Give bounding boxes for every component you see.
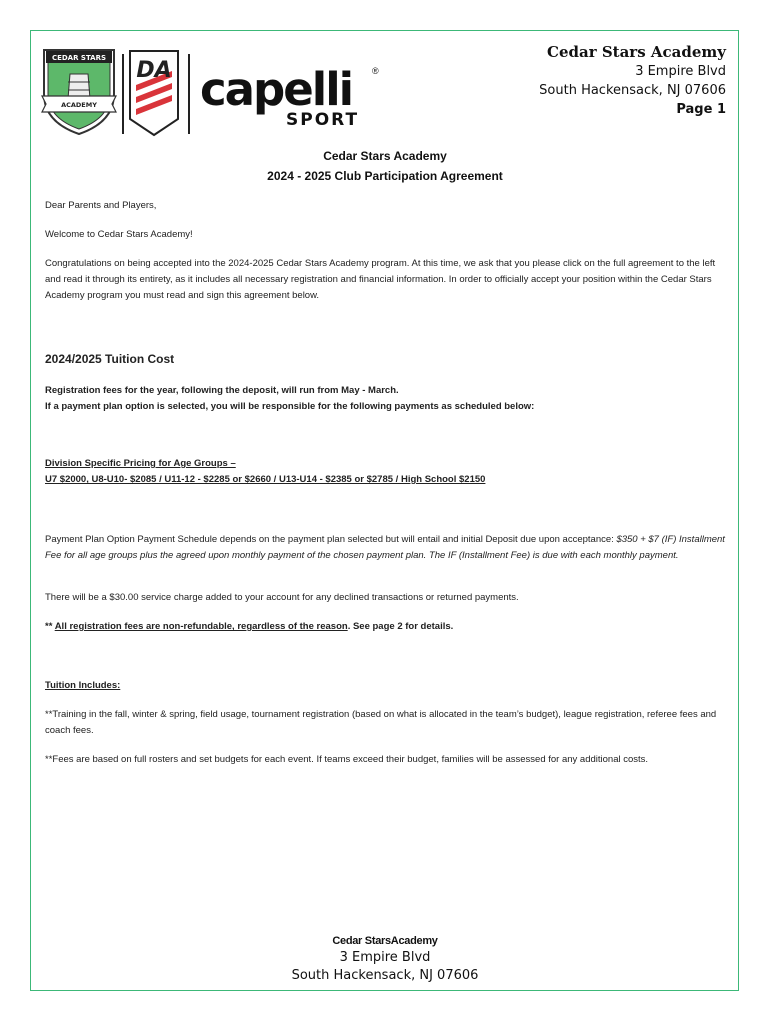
payment-plan-text <box>45 532 725 564</box>
logo-divider-2 <box>188 54 190 134</box>
tuition-line1: Registration fees for the year, following the deposit, will run from May - March. <box>45 385 399 396</box>
refund-notice <box>45 619 725 635</box>
service-charge: There will be a $30.00 service charge added to your account for any declined transactions or returned payments. <box>45 592 519 603</box>
intro-paragraph: Congratulations on being accepted into the 2024-2025 Cedar Stars Academy program. At this time, we ask that you please click on the full agreement to the left and read it through its entirety, as it includes all necessary registration and financial information. In order to officially accept your position within the Cedar Stars Academy program you must read and sign this agreement below. <box>45 258 716 301</box>
da-logo <box>128 49 180 137</box>
da-text: DA <box>136 58 172 83</box>
footer-org-name: Cedar StarsAcademy <box>332 935 438 947</box>
crest-bottom-text: ACADEMY <box>61 101 97 109</box>
header-address <box>539 42 726 119</box>
intro-welcome: Welcome to Cedar Stars Academy! <box>45 229 193 240</box>
page-number: Page 1 <box>676 102 726 117</box>
registered-mark: ® <box>372 66 379 76</box>
includes-item1: **Training in the fall, winter & spring, field usage, tournament registration (based on what is allocated in the team’s budget), league registration, referee fees and coach fees. <box>45 709 717 736</box>
refund-prefix: ** <box>45 621 55 632</box>
header-address-line2: South Hackensack, NJ 07606 <box>539 83 726 98</box>
refund-underlined: All registration fees are non-refundable, regardless of the reason <box>54 621 348 632</box>
payment-plan-lead: Payment Plan Option Payment Schedule depends on the payment plan selected but will entail and initial Deposit due upon acceptance: <box>45 534 617 545</box>
capelli-wordmark: capelli <box>200 63 353 116</box>
header-address-line1: 3 Empire Blvd <box>635 64 726 79</box>
logo-divider <box>122 54 124 134</box>
payment-plan-italic: $350 + $7 (IF) Installment Fee for all age groups plus the agreed upon monthly payment of the chosen payment plan. The IF (Installment Fee) is due with each monthly payment. <box>45 534 725 561</box>
title-org: Cedar Stars Academy <box>323 149 447 163</box>
tuition-heading: 2024/2025 Tuition Cost <box>45 352 175 366</box>
capelli-sport-text: SPORT <box>286 110 360 130</box>
pricing-line: U7 $2000, U8-U10- $2085 / U11-12 - $2285 or $2660 / U13-U14 - $2385 or $2785 / High School $2150 <box>45 474 486 485</box>
crest-top-text: CEDAR STARS <box>51 54 107 62</box>
pricing-heading: Division Specific Pricing for Age Groups – <box>45 458 236 469</box>
footer-address-line1: 3 Empire Blvd <box>339 950 431 965</box>
footer-address-line2: South Hackensack, NJ 07606 <box>291 968 479 983</box>
header-org-name: Cedar Stars Academy <box>547 43 726 61</box>
refund-suffix: . See page 2 for details. <box>347 621 454 632</box>
document-title <box>0 146 770 186</box>
intro-greeting: Dear Parents and Players, <box>45 200 157 211</box>
footer-address <box>0 933 770 985</box>
cedar-stars-crest-logo <box>40 44 118 136</box>
title-agreement: 2024 - 2025 Club Participation Agreement <box>267 169 503 183</box>
includes-heading: Tuition Includes: <box>45 680 121 691</box>
capelli-sport-logo <box>200 63 380 130</box>
includes-item2: **Fees are based on full rosters and set budgets for each event. If teams exceed their budget, families will be assessed for any additional costs. <box>45 754 649 765</box>
tuition-line2: If a payment plan option is selected, you will be responsible for the following payments as scheduled below: <box>45 401 535 412</box>
